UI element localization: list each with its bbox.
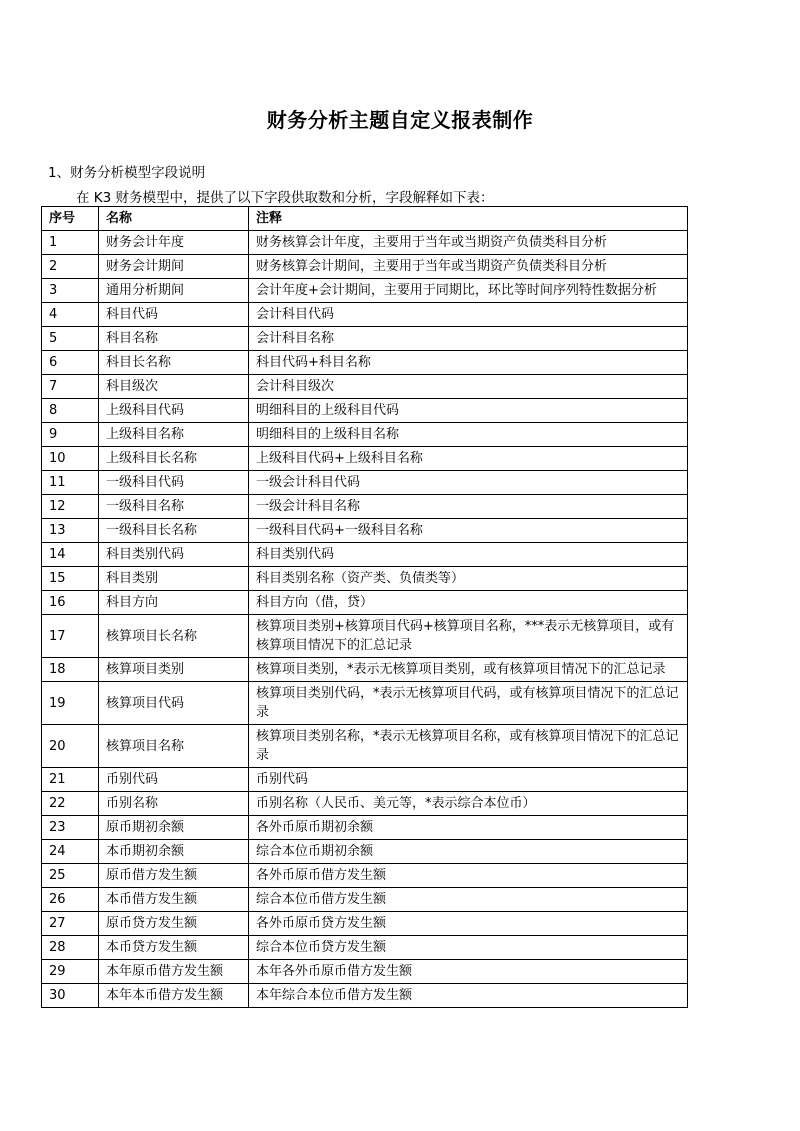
cell-note: 一级科目代码+一级科目名称	[249, 519, 688, 543]
cell-seq: 3	[42, 279, 99, 303]
table-row	[42, 792, 688, 816]
cell-note: 核算项目类别名称，*表示无核算项目名称，或有核算项目情况下的汇总记录	[249, 725, 688, 768]
table-body	[42, 231, 688, 1008]
cell-note: 综合本位币借方发生额	[249, 888, 688, 912]
cell-seq: 15	[42, 567, 99, 591]
table-row	[42, 912, 688, 936]
cell-name: 财务会计期间	[99, 255, 249, 279]
cell-note: 财务核算会计年度，主要用于当年或当期资产负债类科目分析	[249, 231, 688, 255]
table-row	[42, 984, 688, 1008]
cell-name: 一级科目名称	[99, 495, 249, 519]
table-row	[42, 960, 688, 984]
cell-seq: 4	[42, 303, 99, 327]
cell-seq: 6	[42, 351, 99, 375]
cell-seq: 10	[42, 447, 99, 471]
cell-note: 科目代码+科目名称	[249, 351, 688, 375]
cell-seq: 2	[42, 255, 99, 279]
cell-name: 本币借方发生额	[99, 888, 249, 912]
table-row	[42, 888, 688, 912]
cell-note: 各外币原币期初余额	[249, 816, 688, 840]
cell-seq: 16	[42, 591, 99, 615]
intro-paragraph: 在 K3 财务模型中，提供了以下字段供取数和分析，字段解释如下表：	[76, 190, 494, 206]
cell-name: 上级科目代码	[99, 399, 249, 423]
cell-name: 科目级次	[99, 375, 249, 399]
cell-name: 核算项目代码	[99, 682, 249, 725]
table-row	[42, 303, 688, 327]
cell-name: 上级科目长名称	[99, 447, 249, 471]
cell-seq: 25	[42, 864, 99, 888]
table-row	[42, 399, 688, 423]
cell-name: 科目名称	[99, 327, 249, 351]
cell-note: 明细科目的上级科目名称	[249, 423, 688, 447]
cell-seq: 11	[42, 471, 99, 495]
cell-seq: 24	[42, 840, 99, 864]
cell-note: 一级会计科目名称	[249, 495, 688, 519]
table-row	[42, 725, 688, 768]
cell-note: 综合本位币贷方发生额	[249, 936, 688, 960]
cell-seq: 26	[42, 888, 99, 912]
cell-seq: 14	[42, 543, 99, 567]
cell-note: 核算项目类别+核算项目代码+核算项目名称，***表示无核算项目，或有核算项目情况下的汇总记录	[249, 615, 688, 658]
table-row	[42, 567, 688, 591]
cell-name: 通用分析期间	[99, 279, 249, 303]
cell-name: 核算项目类别	[99, 658, 249, 682]
cell-note: 核算项目类别代码，*表示无核算项目代码，或有核算项目情况下的汇总记录	[249, 682, 688, 725]
cell-note: 本年综合本位币借方发生额	[249, 984, 688, 1008]
cell-name: 币别名称	[99, 792, 249, 816]
cell-name: 上级科目名称	[99, 423, 249, 447]
cell-note: 明细科目的上级科目代码	[249, 399, 688, 423]
header-name: 名称	[99, 207, 249, 231]
header-note: 注释	[249, 207, 688, 231]
table-row	[42, 543, 688, 567]
cell-name: 币别代码	[99, 768, 249, 792]
cell-name: 原币期初余额	[99, 816, 249, 840]
cell-note: 会计科目级次	[249, 375, 688, 399]
cell-seq: 5	[42, 327, 99, 351]
cell-name: 科目代码	[99, 303, 249, 327]
table-row	[42, 682, 688, 725]
cell-seq: 30	[42, 984, 99, 1008]
table-row	[42, 471, 688, 495]
table-row	[42, 768, 688, 792]
cell-name: 原币贷方发生额	[99, 912, 249, 936]
cell-name: 科目类别	[99, 567, 249, 591]
cell-seq: 8	[42, 399, 99, 423]
table-row	[42, 279, 688, 303]
table-row	[42, 658, 688, 682]
cell-seq: 12	[42, 495, 99, 519]
cell-name: 科目方向	[99, 591, 249, 615]
table-row	[42, 591, 688, 615]
cell-name: 一级科目长名称	[99, 519, 249, 543]
cell-seq: 13	[42, 519, 99, 543]
cell-seq: 28	[42, 936, 99, 960]
cell-seq: 18	[42, 658, 99, 682]
cell-name: 核算项目名称	[99, 725, 249, 768]
field-description-table	[41, 206, 688, 1008]
cell-name: 原币借方发生额	[99, 864, 249, 888]
cell-name: 本币贷方发生额	[99, 936, 249, 960]
cell-name: 财务会计年度	[99, 231, 249, 255]
cell-name: 科目长名称	[99, 351, 249, 375]
cell-seq: 22	[42, 792, 99, 816]
cell-name: 一级科目代码	[99, 471, 249, 495]
cell-note: 核算项目类别，*表示无核算项目类别，或有核算项目情况下的汇总记录	[249, 658, 688, 682]
table-row	[42, 495, 688, 519]
table-row	[42, 840, 688, 864]
section-heading: 1、财务分析模型字段说明	[48, 165, 206, 181]
cell-seq: 7	[42, 375, 99, 399]
cell-note: 科目方向（借，贷）	[249, 591, 688, 615]
cell-seq: 27	[42, 912, 99, 936]
header-seq: 序号	[42, 207, 99, 231]
cell-seq: 1	[42, 231, 99, 255]
cell-name: 本币期初余额	[99, 840, 249, 864]
cell-seq: 9	[42, 423, 99, 447]
cell-note: 各外币原币借方发生额	[249, 864, 688, 888]
table-row	[42, 231, 688, 255]
cell-note: 会计科目代码	[249, 303, 688, 327]
cell-seq: 20	[42, 725, 99, 768]
table-row	[42, 447, 688, 471]
cell-note: 本年各外币原币借方发生额	[249, 960, 688, 984]
cell-note: 币别名称（人民币、美元等，*表示综合本位币）	[249, 792, 688, 816]
table-row	[42, 816, 688, 840]
table-row	[42, 423, 688, 447]
cell-note: 综合本位币期初余额	[249, 840, 688, 864]
table-row	[42, 351, 688, 375]
cell-note: 上级科目代码+上级科目名称	[249, 447, 688, 471]
cell-seq: 21	[42, 768, 99, 792]
cell-note: 各外币原币贷方发生额	[249, 912, 688, 936]
cell-name: 核算项目长名称	[99, 615, 249, 658]
cell-seq: 17	[42, 615, 99, 658]
cell-seq: 23	[42, 816, 99, 840]
table-row	[42, 255, 688, 279]
cell-note: 财务核算会计期间，主要用于当年或当期资产负债类科目分析	[249, 255, 688, 279]
cell-note: 一级会计科目代码	[249, 471, 688, 495]
cell-seq: 19	[42, 682, 99, 725]
cell-note: 科目类别代码	[249, 543, 688, 567]
table-row	[42, 519, 688, 543]
cell-note: 币别代码	[249, 768, 688, 792]
table-row	[42, 327, 688, 351]
cell-note: 会计科目名称	[249, 327, 688, 351]
cell-name: 本年原币借方发生额	[99, 960, 249, 984]
table-row	[42, 375, 688, 399]
cell-name: 科目类别代码	[99, 543, 249, 567]
table-row	[42, 936, 688, 960]
cell-seq: 29	[42, 960, 99, 984]
table-row	[42, 615, 688, 658]
table-header-row	[42, 207, 688, 231]
page-title: 财务分析主题自定义报表制作	[266, 108, 534, 132]
cell-note: 会计年度+会计期间，主要用于同期比，环比等时间序列特性数据分析	[249, 279, 688, 303]
cell-note: 科目类别名称（资产类、负债类等）	[249, 567, 688, 591]
cell-name: 本年本币借方发生额	[99, 984, 249, 1008]
table-row	[42, 864, 688, 888]
